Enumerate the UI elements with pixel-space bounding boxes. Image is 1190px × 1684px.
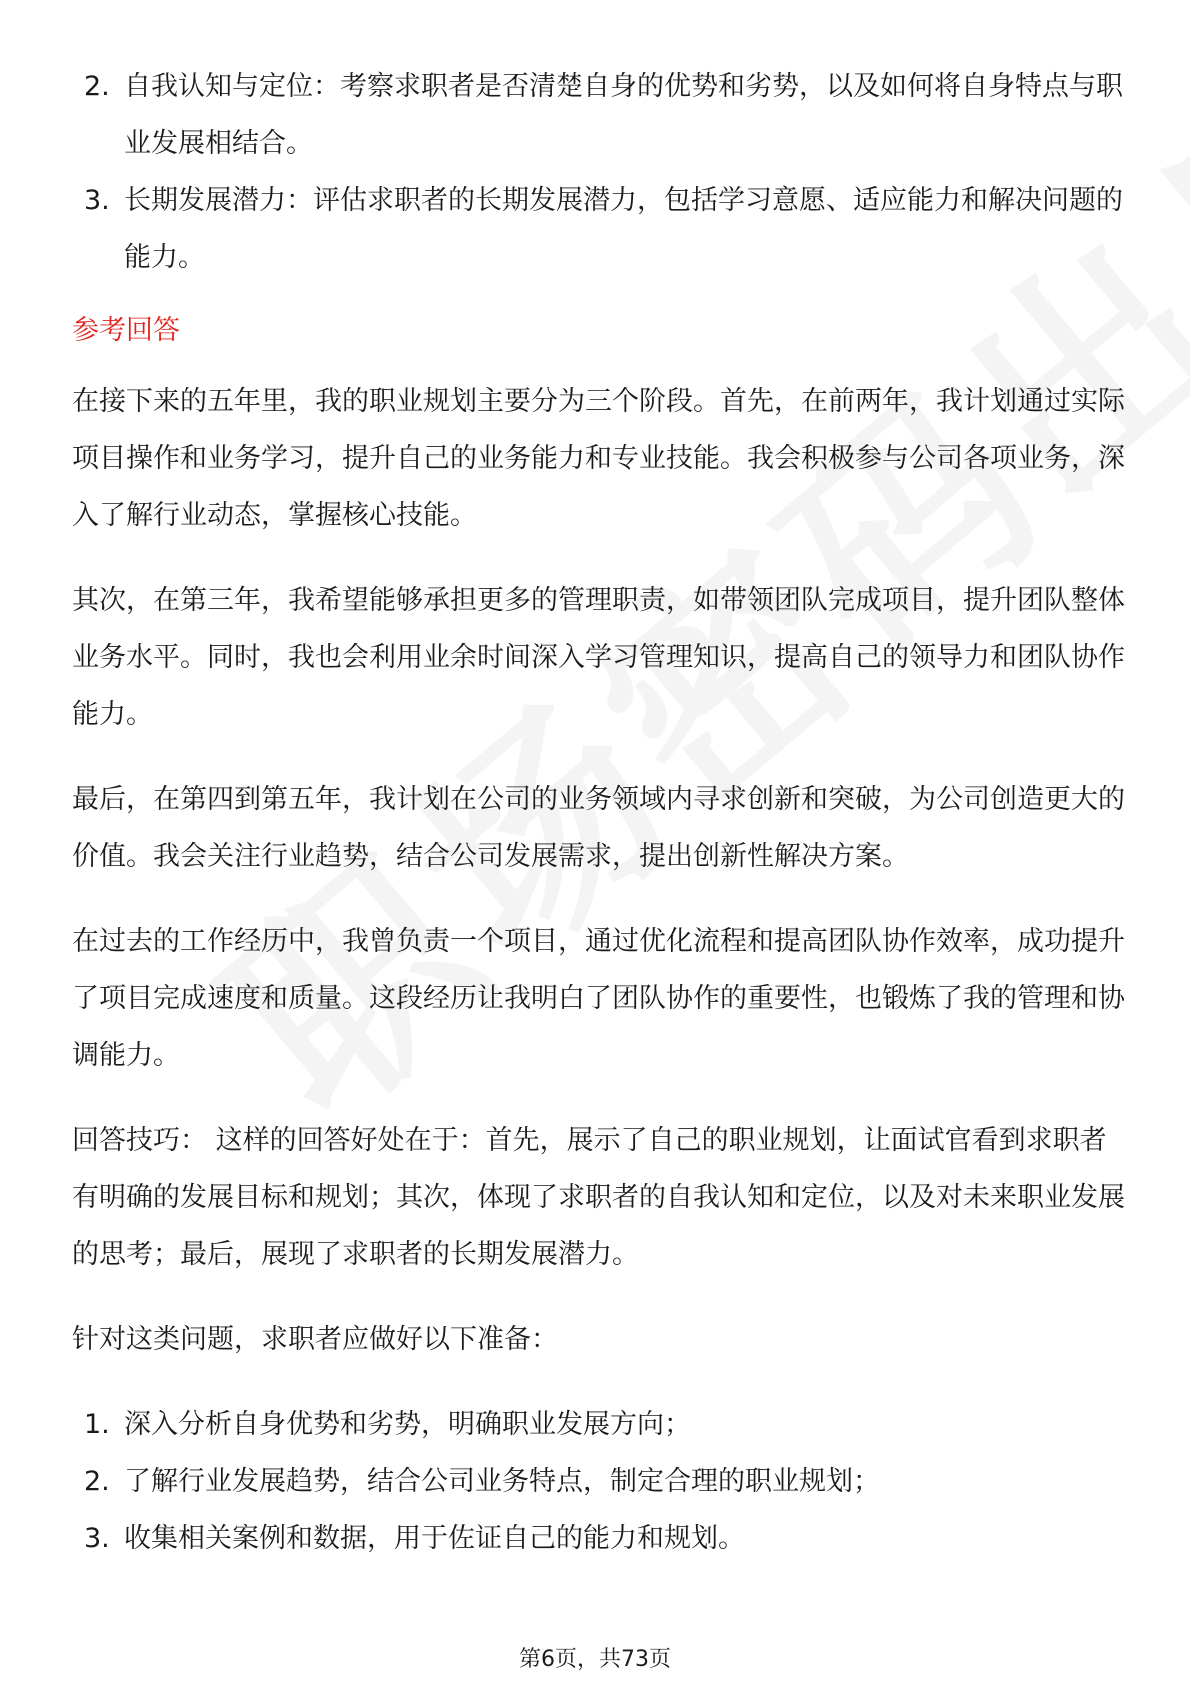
preparation-list: [72, 1396, 1132, 1567]
list-item-number: 3.: [84, 185, 110, 216]
list-item-number: 2.: [84, 71, 110, 102]
list-item: [72, 1396, 1132, 1453]
criteria-list: [72, 58, 1132, 286]
answer-paragraph: 最后，在第四到第五年，我计划在公司的业务领域内寻求创新和突破，为公司创造更大的价值。我会关注行业趋势，结合公司发展需求，提出创新性解决方案。: [72, 784, 1125, 872]
list-item-number: 3.: [84, 1523, 110, 1554]
page-content: [72, 58, 1132, 1567]
list-item-text: 长期发展潜力：评估求职者的长期发展潜力，包括学习意愿、适应能力和解决问题的能力。: [124, 185, 1123, 273]
answer-paragraph: 其次，在第三年，我希望能够承担更多的管理职责，如带领团队完成项目，提升团队整体业务水平。同时，我也会利用业余时间深入学习管理知识，提高自己的领导力和团队协作能力。: [72, 585, 1125, 730]
list-item-text: 深入分析自身优势和劣势，明确职业发展方向；: [124, 1409, 691, 1440]
list-item: [72, 1510, 1132, 1567]
section-heading: 参考回答: [72, 315, 180, 346]
list-item-number: 1.: [84, 1409, 110, 1440]
answer-paragraph: 在接下来的五年里，我的职业规划主要分为三个阶段。首先，在前两年，我计划通过实际项目操作和业务学习，提升自己的业务能力和专业技能。我会积极参与公司各项业务，深入了解行业动态，掌握核心技能。: [72, 386, 1125, 531]
page-number: 第6页，共73页: [519, 1647, 671, 1672]
tips-paragraph: 回答技巧： 这样的回答好处在于：首先，展示了自己的职业规划，让面试官看到求职者有明确的发展目标和规划；其次，体现了求职者的自我认知和定位，以及对未来职业发展的思考；最后，展现了求职者的长期发展潜力。: [72, 1125, 1125, 1270]
list-item: [72, 58, 1132, 172]
list-item-text: 自我认知与定位：考察求职者是否清楚自身的优势和劣势，以及如何将自身特点与职业发展相结合。: [124, 71, 1123, 159]
list-item-number: 2.: [84, 1466, 110, 1497]
list-item-text: 了解行业发展趋势，结合公司业务特点，制定合理的职业规划；: [124, 1466, 880, 1497]
list-item: [72, 172, 1132, 286]
list-item-text: 收集相关案例和数据，用于佐证自己的能力和规划。: [124, 1523, 745, 1554]
answer-paragraph: 在过去的工作经历中，我曾负责一个项目，通过优化流程和提高团队协作效率，成功提升了项目完成速度和质量。这段经历让我明白了团队协作的重要性，也锻炼了我的管理和协调能力。: [72, 926, 1125, 1071]
preparation-intro: 针对这类问题，求职者应做好以下准备：: [72, 1324, 558, 1355]
list-item: [72, 1453, 1132, 1510]
